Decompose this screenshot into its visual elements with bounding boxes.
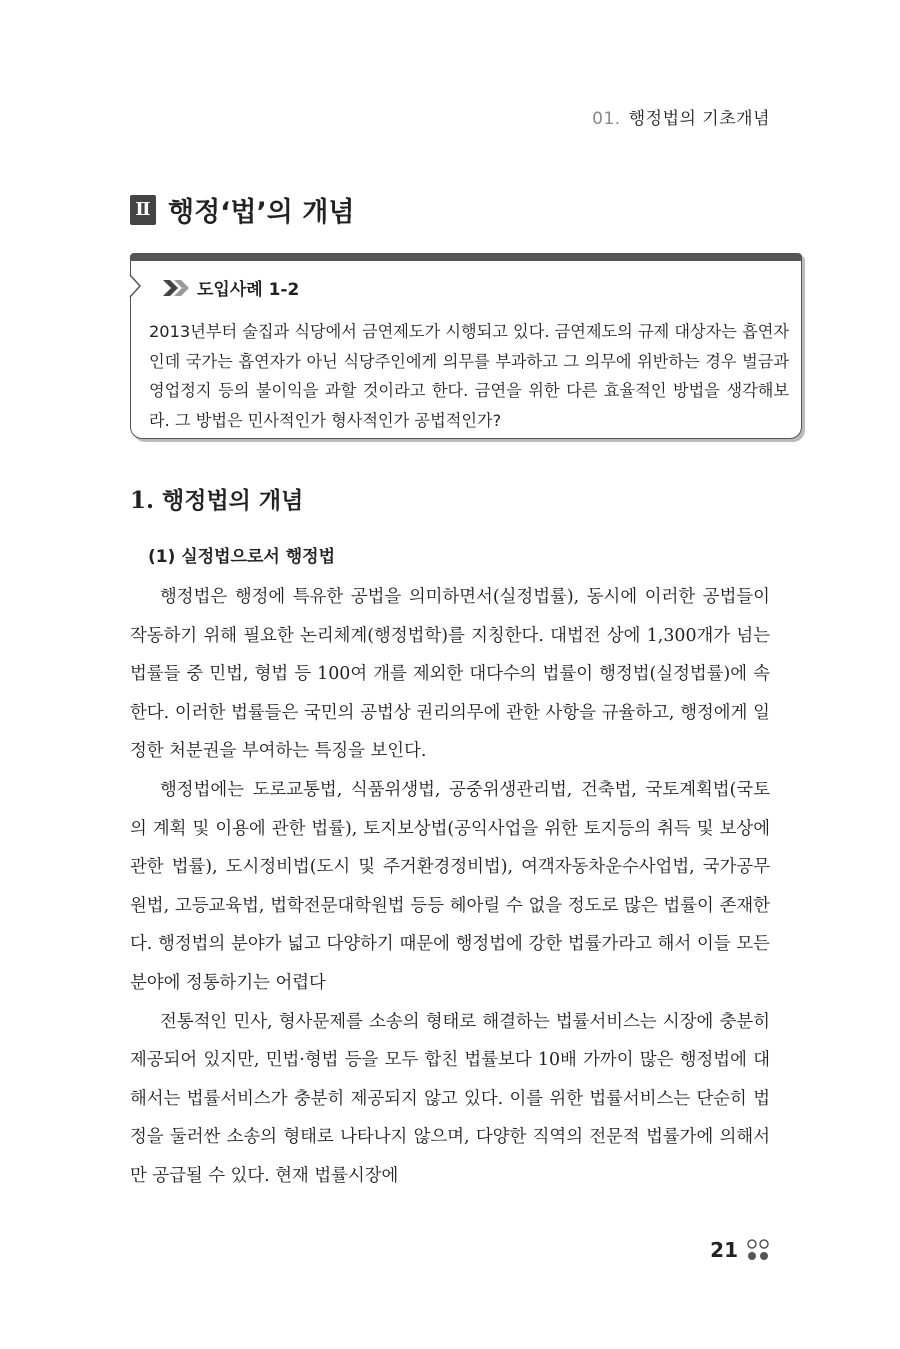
paragraph: 전통적인 민사, 형사문제를 소송의 형태로 해결하는 법률서비스는 시장에 충분히 제공되어 있지만, 민법·형법 등을 모두 합친 법률보다 10배 가까이 많은 행정법에 대해서는 법률서비스가 충분히 제공되지 않고 있다. 이를 위한 법률서비스는 단순히 법정을 둘러싼 소송의 형태로 나타나지 않으며, 다양한 직역의 전문적 법률가에 의해서만 공급될 수 있다. 현재 법률시장에	[130, 1011, 770, 1186]
running-head	[592, 104, 770, 129]
heading-1: 1. 행정법의 개념	[130, 487, 304, 514]
paragraph: 행정법에는 도로교통법, 식품위생법, 공중위생관리법, 건축법, 국토계획법(국토의 계획 및 이용에 관한 법률), 토지보상법(공익사업을 위한 토지등의 취득 및 보상에 관한 법률), 도시정비법(도시 및 주거환경정비법), 여객자동차운수사업법, 국가공무원법, 고등교육법, 법학전문대학원법 등등 헤아릴 수 없을 정도로 많은 법률이 존재한다. 행정법의 분야가 넓고 다양하기 때문에 행정법에 강한 법률가라고 해서 이들 모든 분야에 정통하기는 어렵다	[130, 779, 770, 993]
section-title	[130, 190, 354, 229]
box-notch-decoration	[129, 275, 143, 297]
case-label-text: 도입사례 1-2	[197, 280, 300, 300]
case-label	[161, 275, 299, 300]
case-text: 2013년부터 술집과 식당에서 금연제도가 시행되고 있다. 금연제도의 규제 대상자는 흡연자인데 국가는 흡연자가 아닌 식당주인에게 의무를 부과하고 그 의무에 위반하는 경우 벌금과 영업정지 등의 불이익을 과할 것이라고 한다. 금연을 위한 다른 효율적인 방법을 생각해보라. 그 방법은 민사적인가 형사적인가 공법적인가?	[149, 322, 789, 430]
four-dots-icon	[746, 1238, 770, 1262]
running-head-title: 행정법의 기초개념	[628, 109, 770, 129]
double-chevron-right-icon	[161, 278, 191, 298]
section-number-badge: Ⅱ	[130, 195, 156, 225]
paragraph: 행정법은 행정에 특유한 공법을 의미하면서(실정법률), 동시에 이러한 공법들이 작동하기 위해 필요한 논리체계(행정법학)를 지칭한다. 대법전 상에 1,300개가 넘는 법률들 중 민법, 형법 등 100여 개를 제외한 대다수의 법률이 행정법(실정법률)에 속한다. 이러한 법률들은 국민의 공법상 권리의무에 관한 사항을 규율하고, 행정에게 일정한 처분권을 부여하는 특징을 보인다.	[130, 587, 770, 762]
section-heading: 행정‘법’의 개념	[168, 197, 355, 228]
heading-2: (1) 실정법으로서 행정법	[148, 547, 336, 567]
body-text	[130, 578, 770, 1196]
running-head-chapter: 01.	[592, 109, 621, 129]
page-number	[710, 1238, 770, 1262]
intro-case-box	[130, 253, 802, 439]
page-number-text: 21	[710, 1238, 738, 1262]
